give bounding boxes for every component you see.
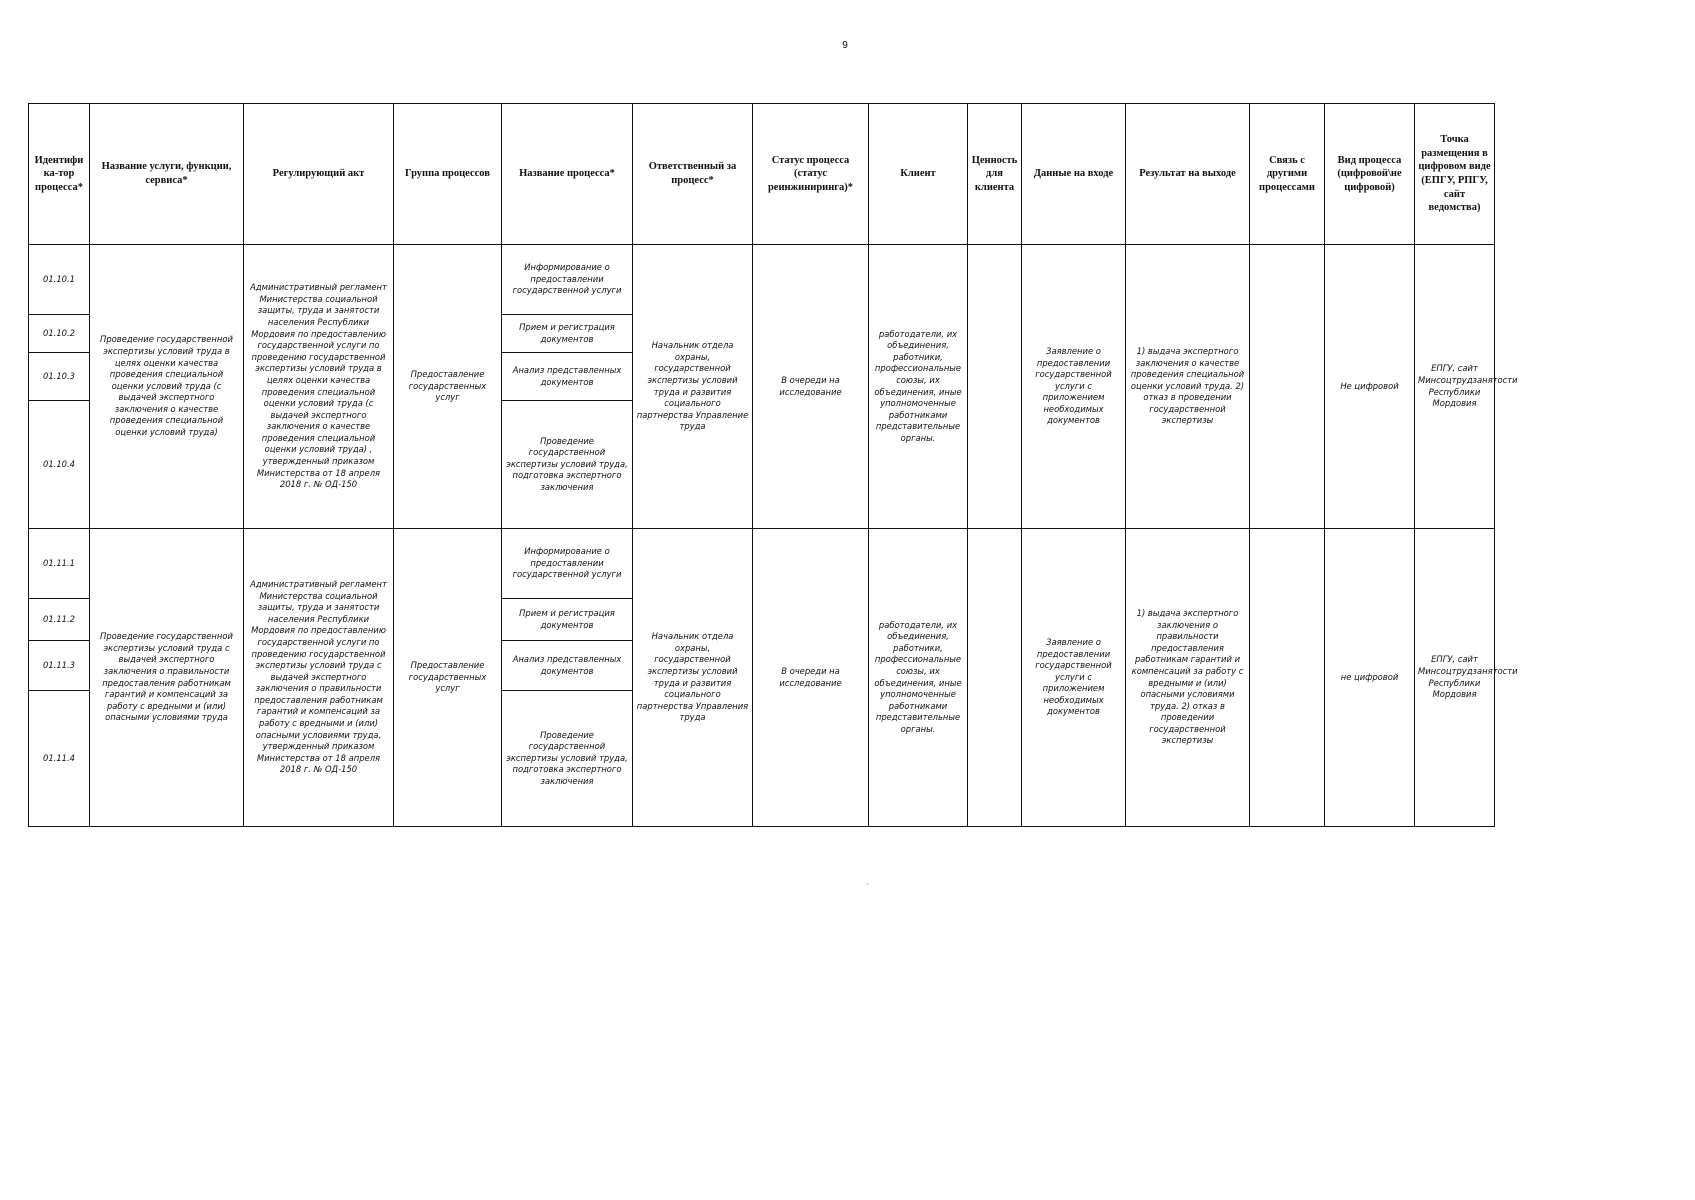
process-name: Прием и регистрация документов <box>502 315 633 353</box>
digital-point: ЕПГУ, сайт Минсоцтрудзанятости Республики Мордовия <box>1415 529 1495 827</box>
header-output: Результат на выходе <box>1126 104 1250 245</box>
process-id: 01.11.1 <box>29 529 90 599</box>
header-process: Название процесса* <box>502 104 633 245</box>
process-name: Анализ представленных документов <box>502 353 633 401</box>
process-id: 01.10.1 <box>29 245 90 315</box>
header-act: Регулирующий акт <box>244 104 394 245</box>
header-group: Группа процессов <box>394 104 502 245</box>
table-row <box>29 245 1495 315</box>
process-status: В очереди на исследование <box>753 529 869 827</box>
input-data: Заявление о предоставлении государственной услуги с приложением необходимых документов <box>1022 245 1126 529</box>
process-id: 01.10.4 <box>29 401 90 529</box>
process-kind: не цифровой <box>1325 529 1415 827</box>
process-id: 01.11.3 <box>29 641 90 691</box>
process-name: Проведение государственной экспертизы условий труда, подготовка экспертного заключения <box>502 401 633 529</box>
output-result: 1) выдача экспертного заключения о качестве проведения специальной оценки условий труда. 2) отказ в проведении государственной экспертизы <box>1126 245 1250 529</box>
scan-speck: · <box>866 880 869 889</box>
header-responsible: Ответственный за процесс* <box>633 104 753 245</box>
process-name: Проведение государственной экспертизы условий труда, подготовка экспертного заключения <box>502 691 633 827</box>
client-value <box>968 245 1022 529</box>
header-service: Название услуги, функции, сервиса* <box>90 104 244 245</box>
header-status: Статус процесса (статус реинжиниринга)* <box>753 104 869 245</box>
process-name: Информирование о предоставлении государственной услуги <box>502 529 633 599</box>
header-row <box>29 104 1495 245</box>
process-status: В очереди на исследование <box>753 245 869 529</box>
process-name: Прием и регистрация документов <box>502 599 633 641</box>
input-data: Заявление о предоставлении государственной услуги с приложением необходимых документов <box>1022 529 1126 827</box>
header-id: Идентифи ка-тор процесса* <box>29 104 90 245</box>
page-number: 9 <box>842 40 848 51</box>
process-links <box>1250 529 1325 827</box>
header-client: Клиент <box>869 104 968 245</box>
process-links <box>1250 245 1325 529</box>
process-id: 01.11.2 <box>29 599 90 641</box>
header-kind: Вид процесса (цифровой\не цифровой) <box>1325 104 1415 245</box>
header-input: Данные на входе <box>1022 104 1126 245</box>
client-value <box>968 529 1022 827</box>
responsible: Начальник отдела охраны, государственной экспертизы условий труда и развития социального партнерства Управления труда <box>633 529 753 827</box>
process-kind: Не цифровой <box>1325 245 1415 529</box>
service-name: Проведение государственной экспертизы условий труда с выдачей экспертного заключения о правильности предоставления работникам гарантий и компенсаций за работу с вредными и (или) опасными условиями труда <box>90 529 244 827</box>
process-id: 01.11.4 <box>29 691 90 827</box>
service-name: Проведение государственной экспертизы условий труда в целях оценки качества проведения специальной оценки условий труда (с выдачей экспертного заключения о качестве проведения специальной оценки условий труда) <box>90 245 244 529</box>
client: работодатели, их объединения, работники, профессиональные союзы, их объединения, иные уполномоченные работниками представительные органы. <box>869 245 968 529</box>
client: работодатели, их объединения, работники, профессиональные союзы, их объединения, иные уполномоченные работниками представительные органы. <box>869 529 968 827</box>
process-group: Предоставление государственных услуг <box>394 245 502 529</box>
process-name: Информирование о предоставлении государственной услуги <box>502 245 633 315</box>
process-id: 01.10.2 <box>29 315 90 353</box>
header-value: Ценность для клиента <box>968 104 1022 245</box>
process-id: 01.10.3 <box>29 353 90 401</box>
header-links: Связь с другими процессами <box>1250 104 1325 245</box>
responsible: Начальник отдела охраны, государственной экспертизы условий труда и развития социального партнерства Управление труда <box>633 245 753 529</box>
process-registry-table <box>28 103 1518 827</box>
header-point: Точка размещения в цифровом виде (ЕПГУ, РПГУ, сайт ведомства) <box>1415 104 1495 245</box>
digital-point: ЕПГУ, сайт Минсоцтрудзанятости Республики Мордовия <box>1415 245 1495 529</box>
regulating-act: Административный регламент Министерства социальной защиты, труда и занятости населения Республики Мордовия по предоставлению государственной услуги по проведению государственной экспертизы условий труда с выдачей экспертного заключения о правильности предоставления работникам гарантий и компенсаций за работу с вредными и (или) опасными условиями труда, утвержденный приказом Министерства от 18 апреля 2018 г. № ОД-150 <box>244 529 394 827</box>
regulating-act: Административный регламент Министерства социальной защиты, труда и занятости населения Республики Мордовия по предоставлению государственной услуги по проведению государственной экспертизы условий труда в целях оценки качества проведения специальной оценки условий труда (с выдачей экспертного заключения о качестве проведения специальной оценки условий труда) , утвержденный приказом Министерства от 18 апреля 2018 г. № ОД-150 <box>244 245 394 529</box>
table-row <box>29 529 1495 599</box>
process-name: Анализ представленных документов <box>502 641 633 691</box>
output-result: 1) выдача экспертного заключения о правильности предоставления работникам гарантий и компенсаций за работу с вредными и (или) опасными условиями труда. 2) отказ в проведении государственной экспертизы <box>1126 529 1250 827</box>
process-group: Предоставление государственных услуг <box>394 529 502 827</box>
